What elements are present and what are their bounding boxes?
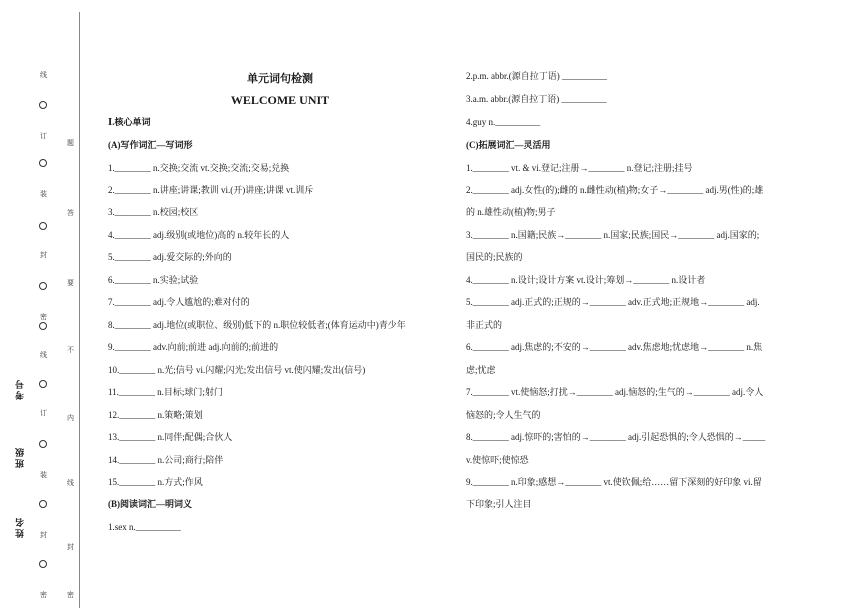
binding-divider-line <box>79 12 80 608</box>
binding-inner-mark: 线 <box>67 479 74 487</box>
question-item-continued: 恼怒的;令人生气的 <box>466 410 541 420</box>
binding-mark: 密 <box>40 591 47 599</box>
question-item: 15.________ n.方式;作风 <box>108 477 203 487</box>
question-item: 1.________ vt. & vi.登记;注册→________ n.登记;注册;挂号 <box>466 163 693 173</box>
binding-circle <box>39 159 47 167</box>
section-extended-vocab: (C)拓展词汇—灵活用 <box>466 140 551 150</box>
binding-mark: 装 <box>40 471 47 479</box>
question-item: 2.p.m. abbr.(源自拉丁语) __________ <box>466 71 607 81</box>
question-item: 4.________ adj.级别(或地位)高的 n.较年长的人 <box>108 230 290 240</box>
binding-mark: 封 <box>40 251 47 259</box>
question-item-continued: 国民的;民族的 <box>466 252 523 262</box>
question-item-continued: 非正式的 <box>466 320 503 330</box>
binding-mark: 订 <box>40 132 47 140</box>
section-writing-vocab: (A)写作词汇—写词形 <box>108 140 193 150</box>
section-core-words: Ⅰ.核心单词 <box>108 117 151 127</box>
binding-inner-mark: 不 <box>67 346 74 354</box>
section-reading-vocab: (B)阅读词汇—明词义 <box>108 499 192 509</box>
question-item: 6.________ n.实验;试验 <box>108 275 199 285</box>
question-item: 9.________ adv.向前;前进 adj.向前的;前进的 <box>108 342 279 352</box>
question-item: 3.________ n.校园;校区 <box>108 207 199 217</box>
question-item: 4.________ n.设计;设计方案 vt.设计;筹划→________ n.设计者 <box>466 275 706 285</box>
binding-inner-mark: 要 <box>67 279 74 287</box>
question-item: 5.________ adj.正式的;正规的→________ adv.正式地;正规地→________ adj. <box>466 297 760 307</box>
question-item: 9.________ n.印象;感想→________ vt.使钦佩;给……留下深刻的好印象 vi.留 <box>466 477 762 487</box>
name-label: 姓名 <box>16 516 26 538</box>
question-item: 2.________ n.讲座;讲课;教训 vi.(开)讲座;讲课 vt.训斥 <box>108 185 314 195</box>
question-item: 13.________ n.同伴;配偶;合伙人 <box>108 432 233 442</box>
question-item: 3.a.m. abbr.(源自拉丁语) __________ <box>466 94 607 104</box>
question-item: 1.sex n.__________ <box>108 522 181 532</box>
question-item: 2.________ adj.女性(的);雌的 n.雌性动(植)物;女子→________ adj.男(性)的;雄 <box>466 185 764 195</box>
question-item: 5.________ adj.爱交际的;外向的 <box>108 252 232 262</box>
document-title: 单元词句检测 <box>247 72 313 85</box>
binding-mark: 装 <box>40 190 47 198</box>
question-item: 4.guy n.__________ <box>466 117 541 127</box>
question-item: 8.________ adj.惊吓的;害怕的→________ adj.引起恐惧的;令人恐惧的→_____ <box>466 432 766 442</box>
binding-mark: 线 <box>40 351 47 359</box>
binding-circle <box>39 222 47 230</box>
question-item: 7.________ adj.令人尴尬的;难对付的 <box>108 297 250 307</box>
binding-inner-mark: 封 <box>67 543 74 551</box>
question-item: 14.________ n.公司;商行;陪伴 <box>108 455 224 465</box>
binding-circle <box>39 282 47 290</box>
exam-number-label: 考号 <box>16 378 26 400</box>
binding-mark: 封 <box>40 531 47 539</box>
question-item: 6.________ adj.焦虑的;不安的→________ adv.焦虑地;忧虑地→________ n.焦 <box>466 342 763 352</box>
question-item-continued: 虑;忧虑 <box>466 365 496 375</box>
question-item: 11.________ n.目标;球门;射门 <box>108 387 223 397</box>
question-item-continued: 下印象;引人注目 <box>466 499 532 509</box>
question-item: 3.________ n.国籍;民族→________ n.国家;民族;国民→________ adj.国家的; <box>466 230 760 240</box>
binding-inner-mark: 答 <box>67 209 74 217</box>
question-item: 12.________ n.策略;策划 <box>108 410 203 420</box>
binding-circle <box>39 101 47 109</box>
question-item-continued: v.使惊吓;使惊恐 <box>466 455 529 465</box>
class-label: 班级 <box>16 446 26 468</box>
question-item: 10.________ n.光;信号 vi.闪耀;闪光;发出信号 vt.使闪耀;发出(信号) <box>108 365 366 375</box>
binding-circle <box>39 500 47 508</box>
question-item: 1.________ n.交换;交流 vt.交换;交流;交易;兑换 <box>108 163 290 173</box>
binding-inner-mark: 题 <box>67 139 74 147</box>
unit-title: WELCOME UNIT <box>230 93 330 107</box>
question-item: 8.________ adj.地位(或职位、级别)低下的 n.职位较低者;(体育运动中)青少年 <box>108 320 406 330</box>
binding-mark: 线 <box>40 71 47 79</box>
question-item-continued: 的 n.雄性动(植)物;男子 <box>466 207 556 217</box>
binding-inner-mark: 内 <box>67 414 74 422</box>
binding-mark: 密 <box>40 313 47 321</box>
binding-circle <box>39 322 47 330</box>
binding-circle <box>39 560 47 568</box>
question-item: 7.________ vt.使恼怒;打扰→________ adj.恼怒的;生气的→________ adj.令人 <box>466 387 764 397</box>
binding-circle <box>39 380 47 388</box>
binding-inner-mark: 密 <box>67 591 74 599</box>
binding-circle <box>39 440 47 448</box>
binding-mark: 订 <box>40 409 47 417</box>
